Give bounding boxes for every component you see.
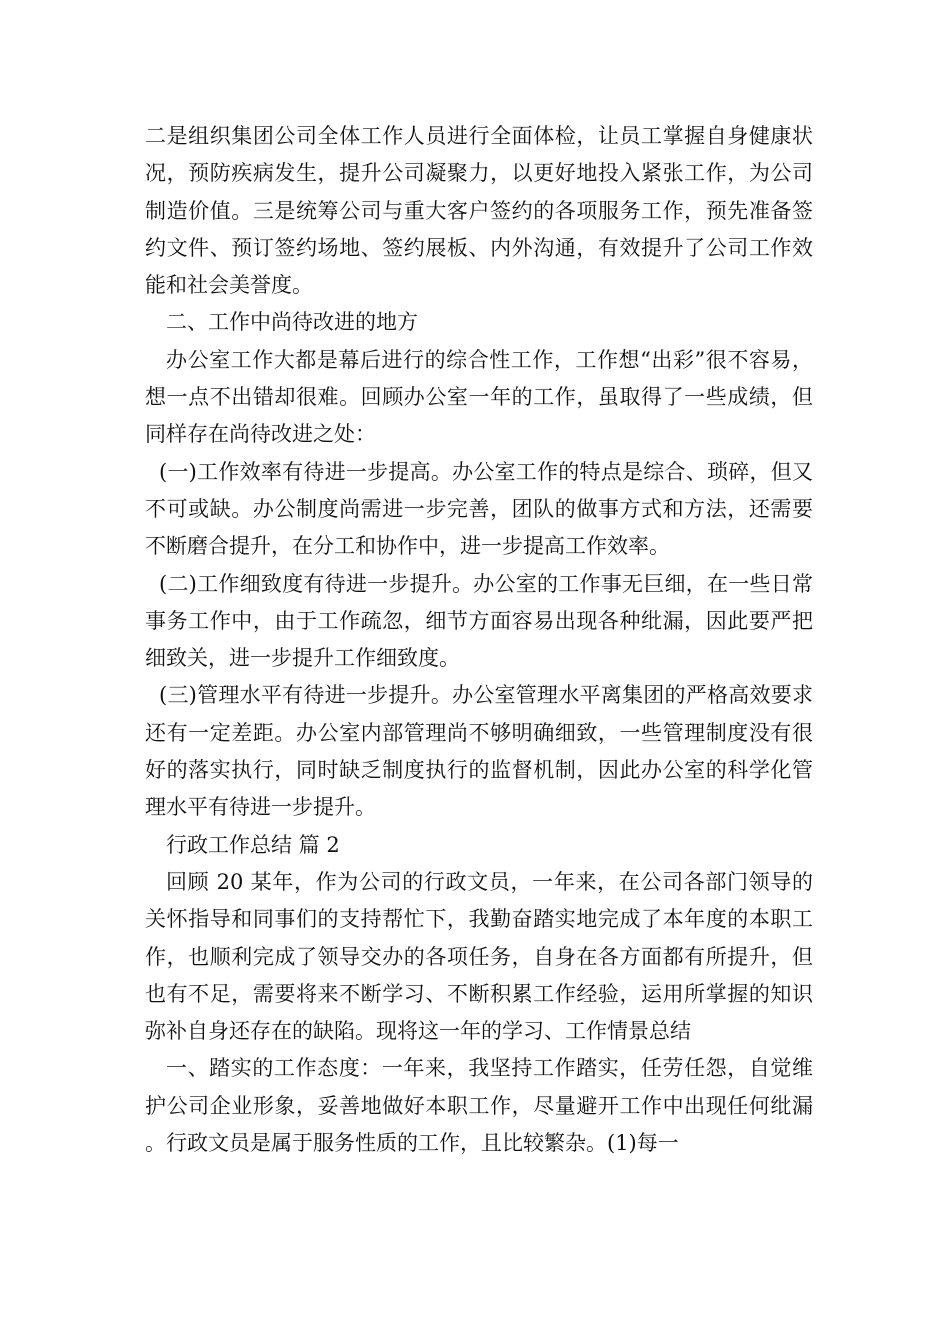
paragraph-review-year: 回顾 20 某年，作为公司的行政文员，一年来，在公司各部门领导的关怀指导和同事们的支持帮忙下，我勤奋踏实地完成了本年度的本职工作，也顺利完成了领导交办的各项任务，自身在各方面都有所提升，但也有不足，需要将来不断学习、不断积累工作经验，运用所掌握的知识弥补自身还存在的缺陷。现将这一年的学习、工作情景总结 — [145, 869, 813, 1044]
document-body — [145, 118, 813, 1162]
section-heading-improvements: 二、工作中尚待改进的地方 — [166, 310, 418, 335]
paragraph-work-attitude: 一、踏实的工作态度：一年来，我坚持工作踏实，任劳任怨，自觉维护公司企业形象，妥善地做好本职工作，尽量避开工作中出现任何纰漏。行政文员是属于服务性质的工作，且比较繁杂。(1)每一 — [145, 1056, 813, 1156]
section-heading-part-2: 行政工作总结 篇 2 — [166, 832, 340, 857]
paragraph-efficiency: (一)工作效率有待进一步提高。办公室工作的特点是综合、琐碎，但又不可或缺。办公制度尚需进一步完善，团队的做事方式和方法，还需要不断磨合提升，在分工和协作中，进一步提高工作效率。 — [145, 459, 813, 559]
paragraph-health-checkup: 二是组织集团公司全体工作人员进行全面体检，让员工掌握自身健康状况，预防疾病发生，提升公司凝聚力，以更好地投入紧张工作，为公司制造价值。三是统筹公司与重大客户签约的各项服务工作，预先准备签约文件、预订签约场地、签约展板、内外沟通，有效提升了公司工作效能和社会美誉度。 — [145, 124, 813, 298]
paragraph-management: (三)管理水平有待进一步提升。办公室管理水平离集团的严格高效要求还有一定差距。办公室内部管理尚不够明确细致，一些管理制度没有很好的落实执行，同时缺乏制度执行的监督机制，因此办公室的科学化管理水平有待进一步提升。 — [145, 683, 813, 820]
paragraph-office-work-intro: 办公室工作大都是幕后进行的综合性工作，工作想“出彩”很不容易，想一点不出错却很难。回顾办公室一年的工作，虽取得了一些成绩，但同样存在尚待改进之处： — [145, 347, 813, 447]
paragraph-detail: (二)工作细致度有待进一步提升。办公室的工作事无巨细，在一些日常事务工作中，由于工作疏忽，细节方面容易出现各种纰漏，因此要严把细致关，进一步提升工作细致度。 — [145, 571, 813, 671]
